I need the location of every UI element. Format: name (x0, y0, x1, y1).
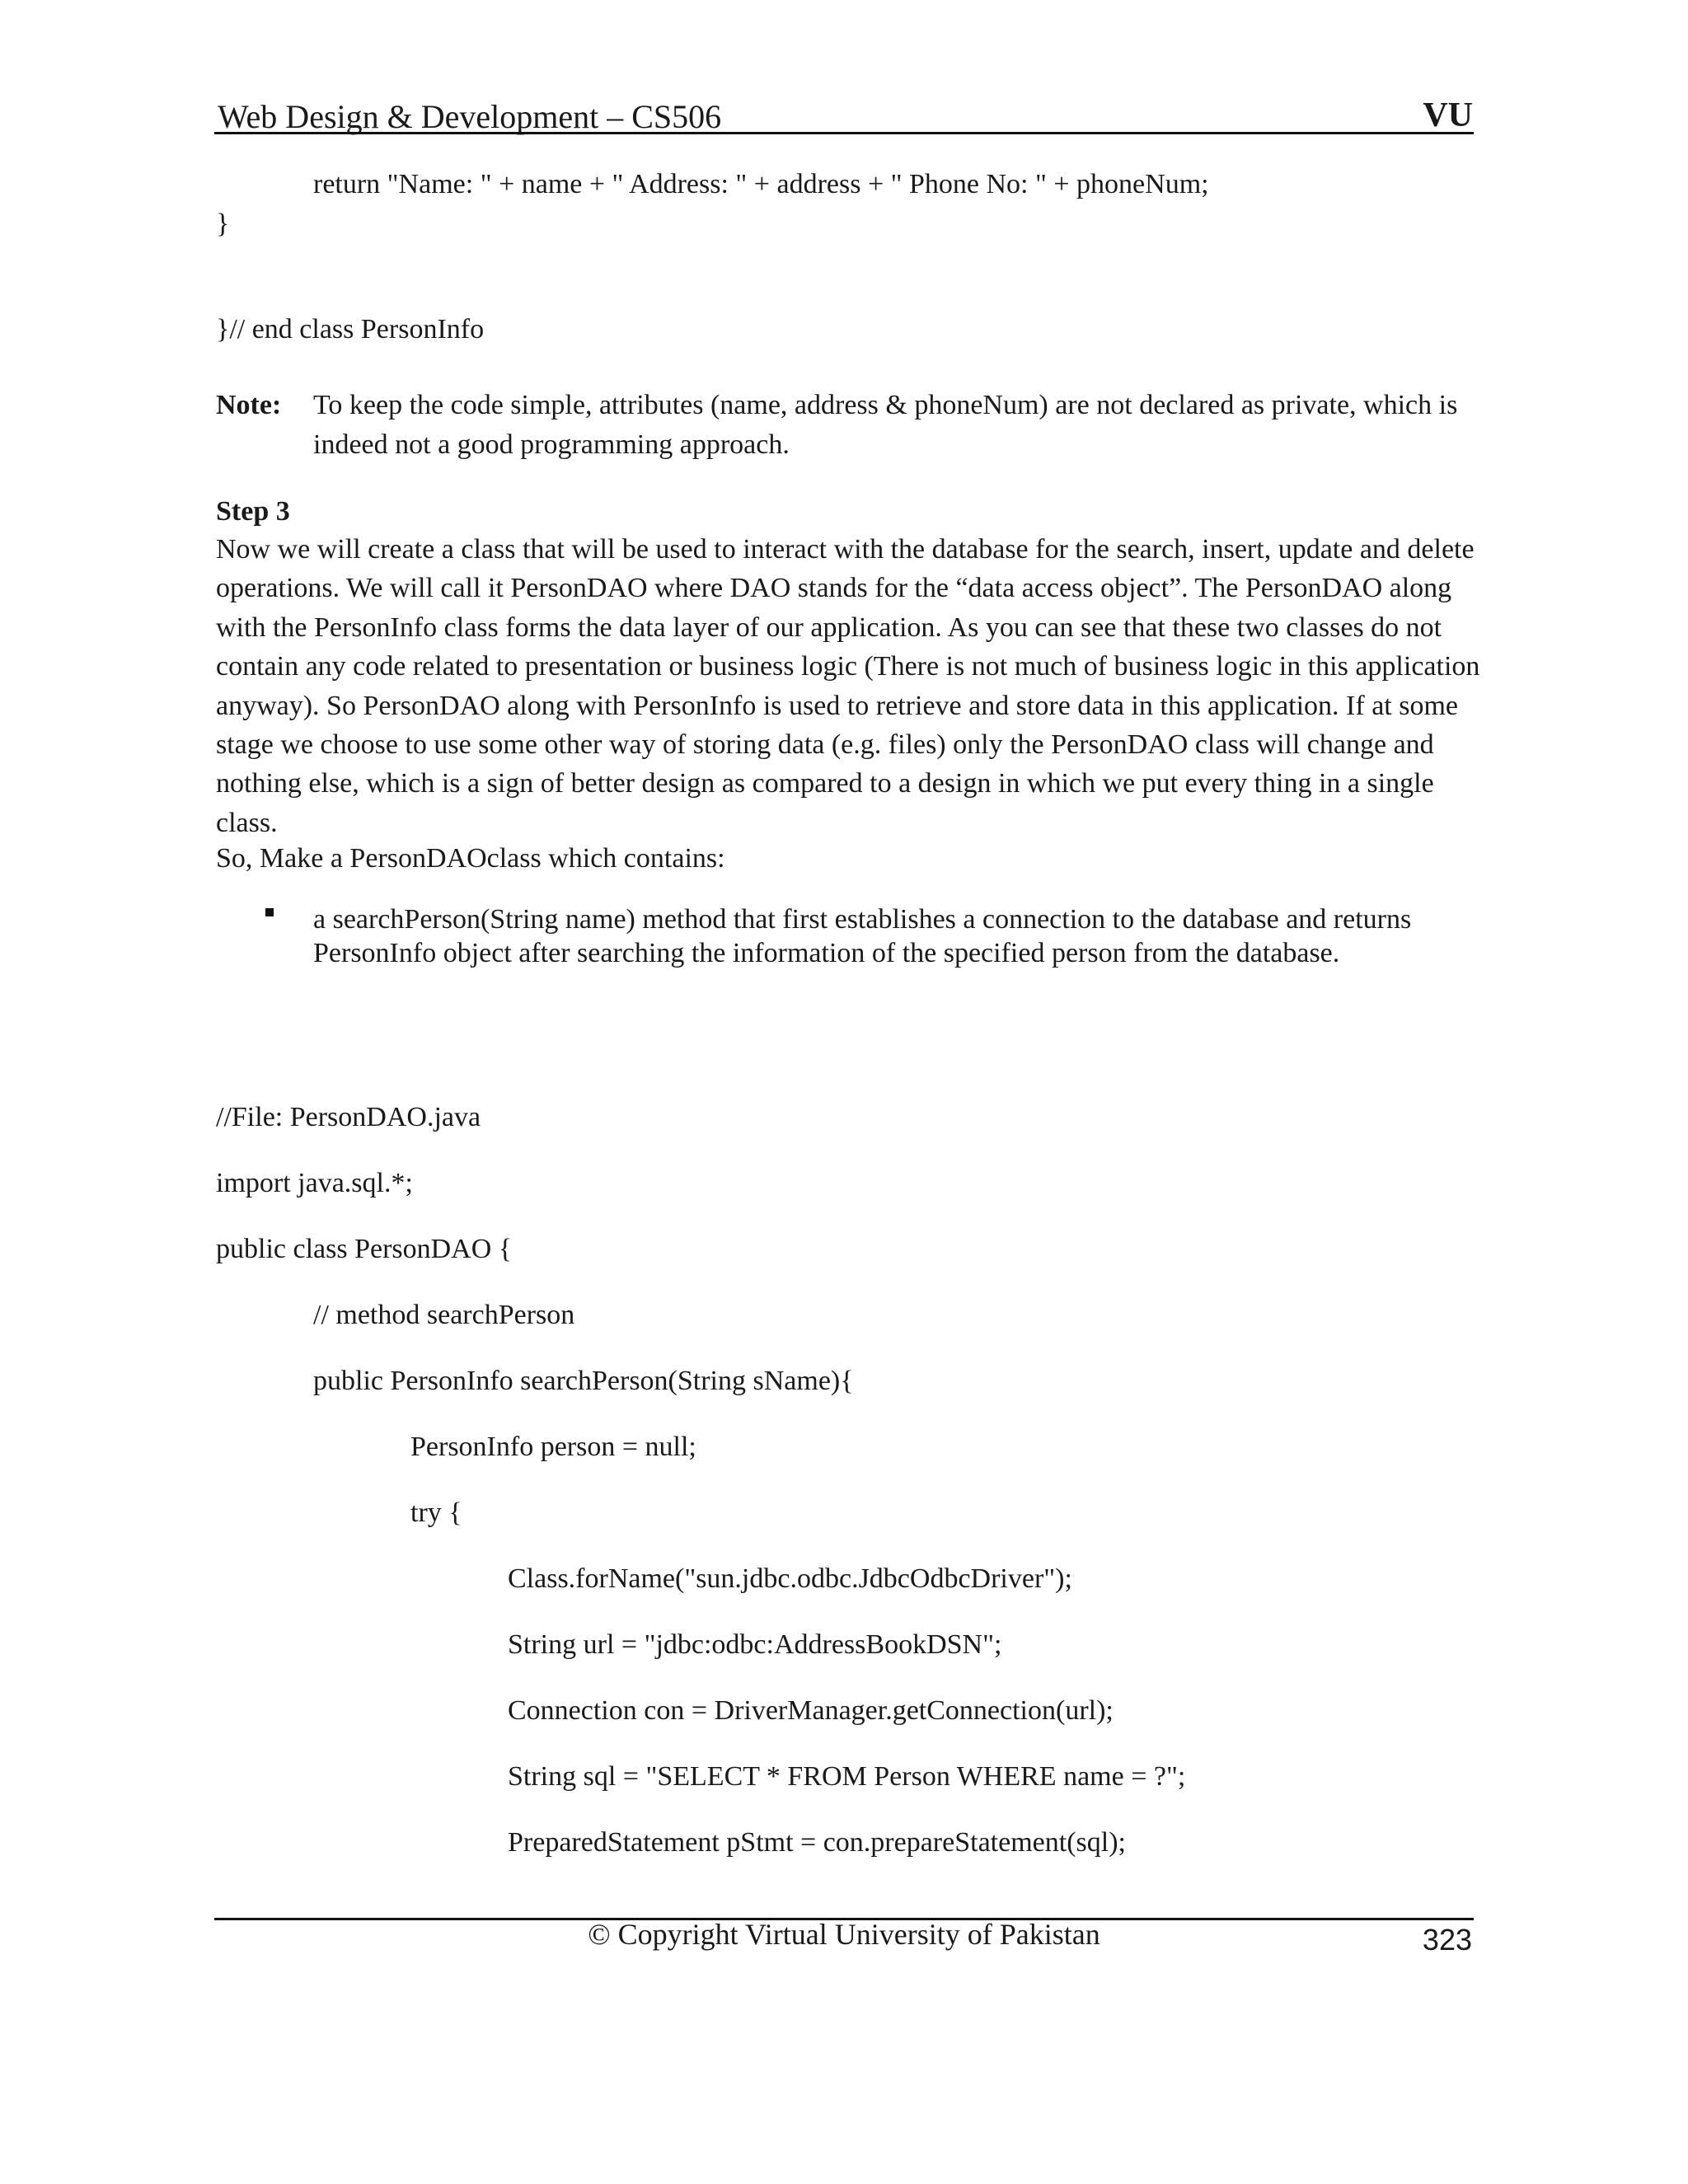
code-sql-line: String sql = "SELECT * FROM Person WHERE name = ?"; (508, 1761, 1186, 1792)
code-person-init: PersonInfo person = null; (410, 1432, 696, 1462)
step3-paragraph: Now we will create a class that will be used to interact with the database for the search, insert, update and delete operations. We will call it PersonDAO where DAO stands for the “data access object”. The PersonDAO along with the PersonInfo class forms the data layer of our application. As you can see that these two classes do not contain any code related to presentation or business logic (There is not much of business logic in this application anyway). So PersonDAO along with PersonInfo is used to retrieve and store data in this application. If at some stage we choose to use some other way of storing data (e.g. files) only the PersonDAO class will change and nothing else, which is a sign of better design as compared to a design in which we put every thing in a single class. (216, 534, 1480, 838)
header-rule (214, 132, 1474, 134)
note-label: Note: (216, 390, 282, 420)
step3-body (216, 530, 1502, 875)
header-brand: VU (1423, 96, 1473, 134)
bullet-text: a searchPerson(String name) method that first establishes a connection to the database and returns PersonInfo object after searching the information of the specified person from the database. (313, 904, 1412, 968)
code-try-open: try { (410, 1497, 462, 1528)
page-number: 323 (1422, 1923, 1472, 1957)
step3-heading: Step 3 (216, 496, 290, 527)
step3-intro: So, Make a PersonDAOclass which contains: (216, 843, 725, 874)
code-close-method: } (216, 209, 230, 239)
code-url-line: String url = "jdbc:odbc:AddressBookDSN"; (508, 1629, 1002, 1660)
code-method-decl: public PersonInfo searchPerson(String sName){ (313, 1366, 854, 1396)
note-text: To keep the code simple, attributes (name, address & phoneNum) are not declared as private, which is indeed not a good programming approach. (313, 390, 1458, 460)
footer-copyright: © Copyright Virtual University of Pakistan (588, 1918, 1100, 1951)
code-import-line: import java.sql.*; (216, 1168, 413, 1198)
code-pstmt-line: PreparedStatement pStmt = con.prepareStatement(sql); (508, 1827, 1126, 1858)
code-file-comment: //File: PersonDAO.java (216, 1102, 481, 1132)
code-return-line: return "Name: " + name + " Address: " + address + " Phone No: " + phoneNum; (313, 169, 1209, 199)
header-title: Web Design & Development – CS506 (218, 98, 722, 135)
code-con-line: Connection con = DriverManager.getConnection(url); (508, 1695, 1114, 1726)
bullet-square-icon (265, 908, 274, 916)
code-class-forname: Class.forName("sun.jdbc.odbc.JdbcOdbcDriver"); (508, 1563, 1072, 1594)
code-class-decl: public class PersonDAO { (216, 1234, 513, 1264)
code-end-class: }// end class PersonInfo (216, 314, 485, 344)
code-method-comment: // method searchPerson (313, 1300, 575, 1330)
